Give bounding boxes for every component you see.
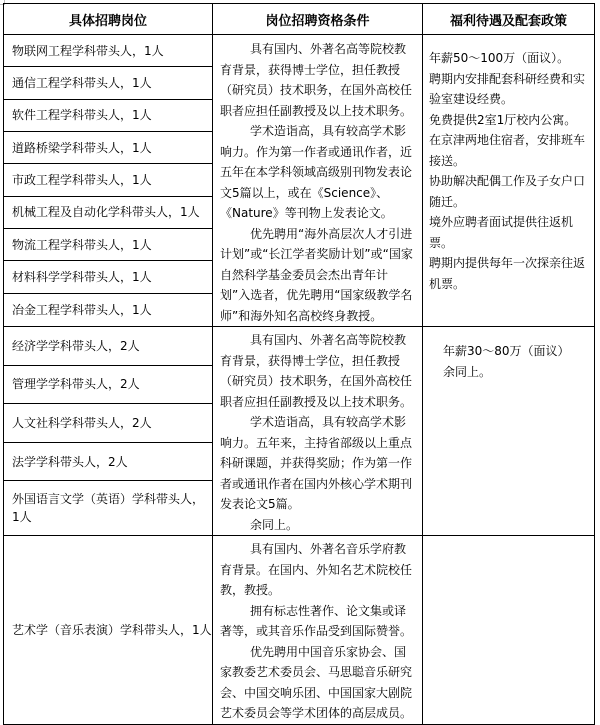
position-cell: 冶金工程学科带头人，1人 [4,293,213,326]
requirement-paragraph: 学术造诣高，具有较高学术影响力。作为第一作者或通讯作者，近五年在本学科领域高级别刊物发表论文5篇以上，或在《Science》、《Nature》等刊物上发表论文。 [220,124,413,220]
header-position: 具体招聘岗位 [4,4,213,35]
position-cell: 机械工程及自动化学科带头人，1人 [4,196,213,228]
position-cell: 市政工程学科带头人，1人 [4,164,213,196]
requirement-paragraph: 优先聘用“海外高层次人才引进计划”或“长江学者奖励计划”或“国家自然科学基金委员会杰出青年计划”入选者，优先聘用“国家级教学名师”和海外知名高校终身教授。 [220,226,413,323]
benefit-line: 协助解决配偶工作及子女户口随迁。 [429,174,586,209]
position-cell: 经济学学科带头人，2人 [4,327,213,366]
requirement-paragraph: 拥有标志性著作、论文集或译著等，或其音乐作品受到国际赞誉。 [220,603,413,638]
table-row [4,35,595,67]
recruitment-table [3,3,595,725]
position-cell: 物联网工程学科带头人，1人 [4,35,213,67]
position-cell: 艺术学（音乐表演）学科带头人，1人 [4,536,213,725]
benefit-line: 境外应聘者面试提供往返机票。 [429,215,574,250]
header-benefits: 福利待遇及配套政策 [423,4,595,35]
benefit-line: 年薪50～100万（面议）。 [429,51,570,65]
benefit-line: 余同上。 [443,364,492,379]
position-cell: 软件工程学科带头人，1人 [4,99,213,131]
benefit-line: 聘期内安排配套科研经费和实验室建设经费。 [429,71,586,106]
requirement-paragraph: 优先聘用中国音乐家协会、国家教委艺术委员会、马思聪音乐研究会、中国交响乐团、中国国家大剧院艺术委员会等学术团体的高层成员。 [220,644,413,720]
table-row [4,327,595,366]
requirement-paragraph: 学术造诣高，具有较高学术影响力。五年来，主持省部级以上重点科研课题，并获得奖励；作为第一作者或通讯作者在国内外核心学术期刊发表论文5篇。 [220,415,413,511]
requirement-paragraph: 具有国内、外著名高等院校教育背景，获得博士学位，担任教授（研究员）技术职务，在国外高校任职者应担任副教授及以上技术职务。 [220,333,413,409]
table-header-row [4,4,595,35]
position-cell: 外国语言文学（英语）学科带头人，1人 [4,481,213,536]
position-cell: 通信工程学科带头人，1人 [4,67,213,99]
position-cell: 人文社科学科带头人，2人 [4,404,213,443]
position-cell: 道路桥梁学科带头人，1人 [4,131,213,163]
requirement-paragraph: 具有国内、外著名音乐学府教育背景。在国内、外知名艺术院校任教，教授。 [220,542,413,597]
table-row [4,536,595,725]
header-requirements: 岗位招聘资格条件 [213,4,423,35]
requirements-cell-group-3 [213,536,423,725]
benefits-cell-group-2 [423,327,595,536]
requirements-cell-group-1 [213,35,423,327]
benefit-line: 在京津两地住宿者，安排班车接送。 [429,133,586,168]
benefit-line: 年薪30～80万（面议） [443,344,570,358]
requirements-cell-group-2 [213,327,423,536]
benefits-cell-group-1 [423,35,595,327]
benefit-line: 免费提供2室1厅校内公寓。 [429,112,577,127]
position-cell: 法学学科带头人，2人 [4,442,213,481]
position-cell: 管理学学科带头人，2人 [4,365,213,404]
position-cell: 材料科学学科带头人，1人 [4,261,213,293]
requirement-paragraph: 具有国内、外著名高等院校教育背景，获得博士学位，担任教授（研究员）技术职务，在国外高校任职者应担任副教授及以上技术职务。 [220,42,413,118]
benefit-line: 聘期内提供每年一次探亲往返机票。 [429,256,586,291]
requirement-paragraph: 余同上。 [250,517,299,532]
benefits-cell-group-3 [423,536,595,725]
position-cell: 物流工程学科带头人，1人 [4,228,213,260]
